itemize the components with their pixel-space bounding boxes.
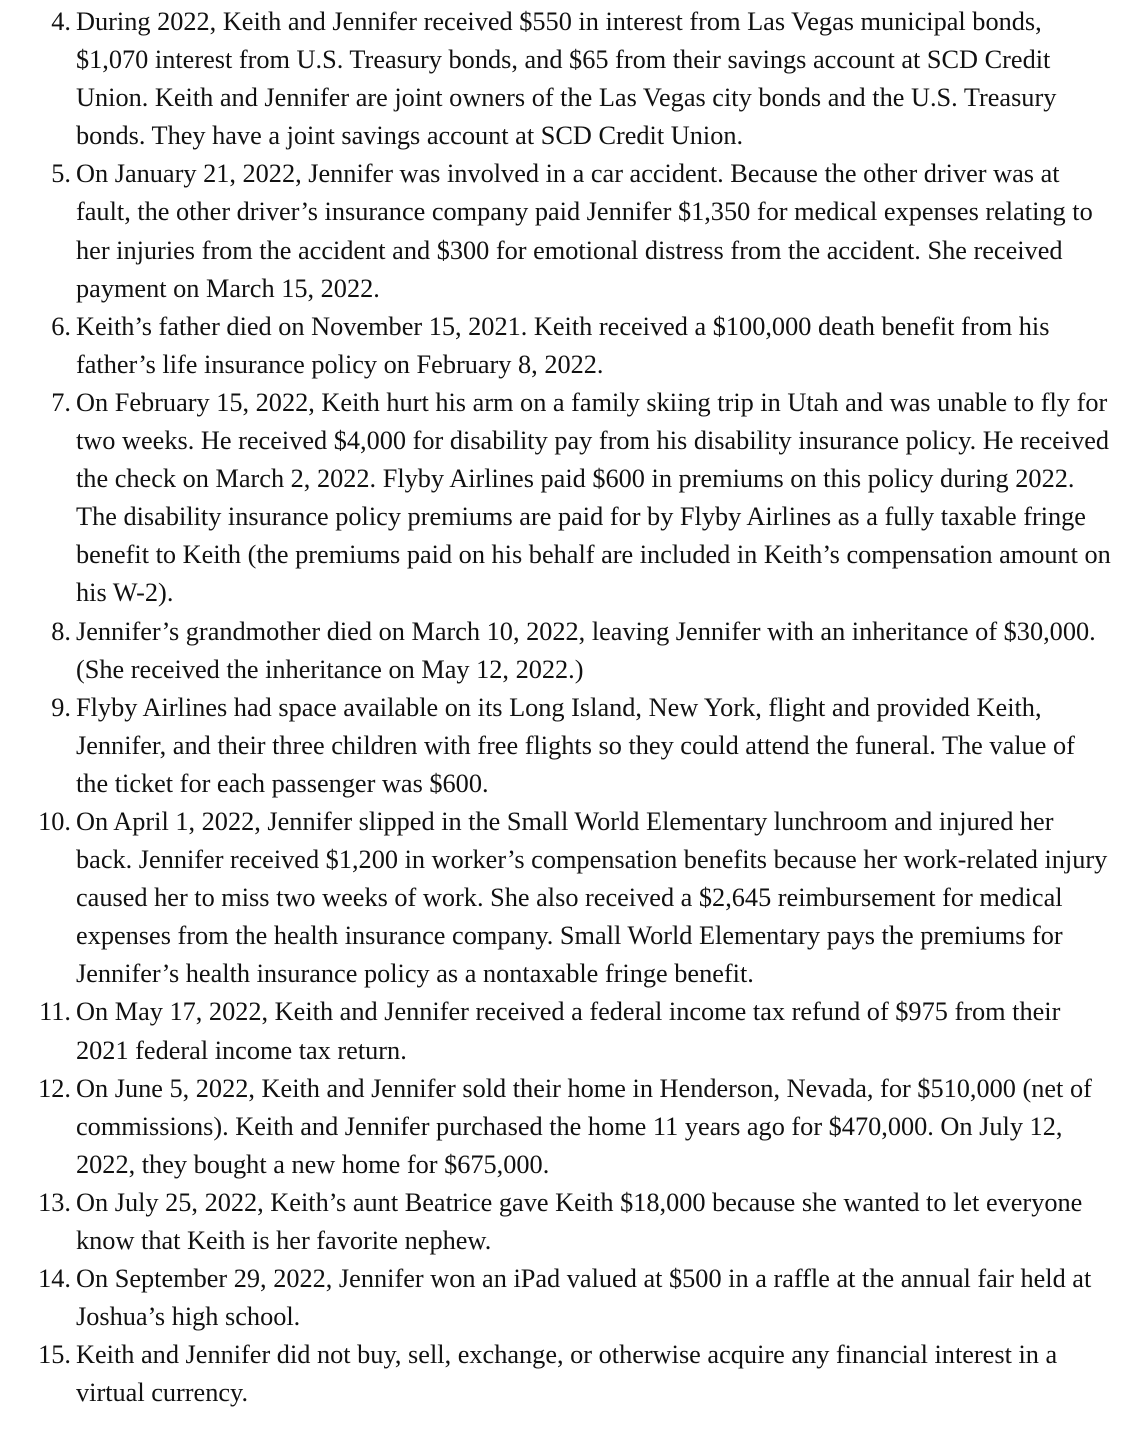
list-item	[0, 1336, 1126, 1412]
item-text: Flyby Airlines had space available on its Long Island, New York, flight and provided Keith, Jennifer, and their three children with free flights so they could attend the funeral. The value of the ticket for each passenger was $600.	[76, 692, 1075, 798]
list-item	[0, 3, 1126, 155]
item-number: 11.	[39, 997, 71, 1027]
list-item	[0, 803, 1126, 993]
list-item	[0, 384, 1126, 613]
list-item	[0, 1260, 1126, 1336]
list-item	[0, 689, 1126, 803]
item-number: 5.	[51, 159, 71, 189]
item-number: 15.	[38, 1340, 71, 1370]
item-text: Keith and Jennifer did not buy, sell, exchange, or otherwise acquire any financial interest in a virtual currency.	[76, 1340, 1058, 1408]
list-item	[0, 1184, 1126, 1260]
item-text: Keith’s father died on November 15, 2021. Keith received a $100,000 death benefit from his father’s life insurance policy on February 8, 2022.	[76, 311, 1050, 379]
item-number: 7.	[51, 387, 71, 417]
list-item	[0, 155, 1126, 307]
item-number: 12.	[38, 1073, 71, 1103]
item-text: On September 29, 2022, Jennifer won an iPad valued at $500 in a raffle at the annual fair held at Joshua’s high school.	[76, 1264, 1092, 1332]
item-text: During 2022, Keith and Jennifer received $550 in interest from Las Vegas municipal bonds, $1,070 interest from U.S. Treasury bonds, and $65 from their savings account at SCD Credit Union. Keith and Jennifer are joint owners of the Las Vegas city bonds and the U.S. Treasury bonds. They have a joint savings account at SCD Credit Union.	[76, 7, 1057, 151]
list-item	[0, 308, 1126, 384]
item-text: Jennifer’s grandmother died on March 10, 2022, leaving Jennifer with an inheritance of $30,000. (She received the inheritance on May 12, 2022.)	[76, 616, 1096, 684]
list-item	[0, 993, 1126, 1069]
item-text: On May 17, 2022, Keith and Jennifer received a federal income tax refund of $975 from their 2021 federal income tax return.	[76, 997, 1061, 1065]
item-text: On January 21, 2022, Jennifer was involved in a car accident. Because the other driver was at fault, the other driver’s insurance company paid Jennifer $1,350 for medical expenses relating to her injuries from the accident and $300 for emotional distress from the accident. She received payment on March 15, 2022.	[76, 159, 1093, 303]
item-number: 9.	[51, 692, 71, 722]
item-number: 8.	[51, 616, 71, 646]
document-page	[0, 3, 1126, 1412]
item-text: On July 25, 2022, Keith’s aunt Beatrice gave Keith $18,000 because she wanted to let everyone know that Keith is her favorite nephew.	[76, 1187, 1083, 1255]
list-item	[0, 1070, 1126, 1184]
item-text: On April 1, 2022, Jennifer slipped in the Small World Elementary lunchroom and injured her back. Jennifer received $1,200 in worker’s compensation benefits because her work-related injury caused her to miss two weeks of work. She also received a $2,645 reimbursement for medical expenses from the health insurance company. Small World Elementary pays the premiums for Jennifer’s health insurance policy as a nontaxable fringe benefit.	[76, 806, 1108, 989]
list-item	[0, 613, 1126, 689]
item-text: On June 5, 2022, Keith and Jennifer sold their home in Henderson, Nevada, for $510,000 (net of commissions). Keith and Jennifer purchased the home 11 years ago for $470,000. On July 12, 2022, they bought a new home for $675,000.	[76, 1073, 1092, 1179]
item-number: 13.	[38, 1187, 71, 1217]
item-text: On February 15, 2022, Keith hurt his arm on a family skiing trip in Utah and was unable to fly for two weeks. He received $4,000 for disability pay from his disability insurance policy. He received the check on March 2, 2022. Flyby Airlines paid $600 in premiums on this policy during 2022. The disability insurance policy premiums are paid for by Flyby Airlines as a fully taxable fringe benefit to Keith (the premiums paid on his behalf are included in Keith’s compensation amount on his W-2).	[76, 387, 1111, 608]
item-number: 4.	[51, 7, 71, 36]
item-number: 14.	[38, 1264, 71, 1294]
item-number: 10.	[38, 806, 71, 836]
numbered-list	[0, 3, 1126, 1412]
item-number: 6.	[51, 311, 71, 341]
